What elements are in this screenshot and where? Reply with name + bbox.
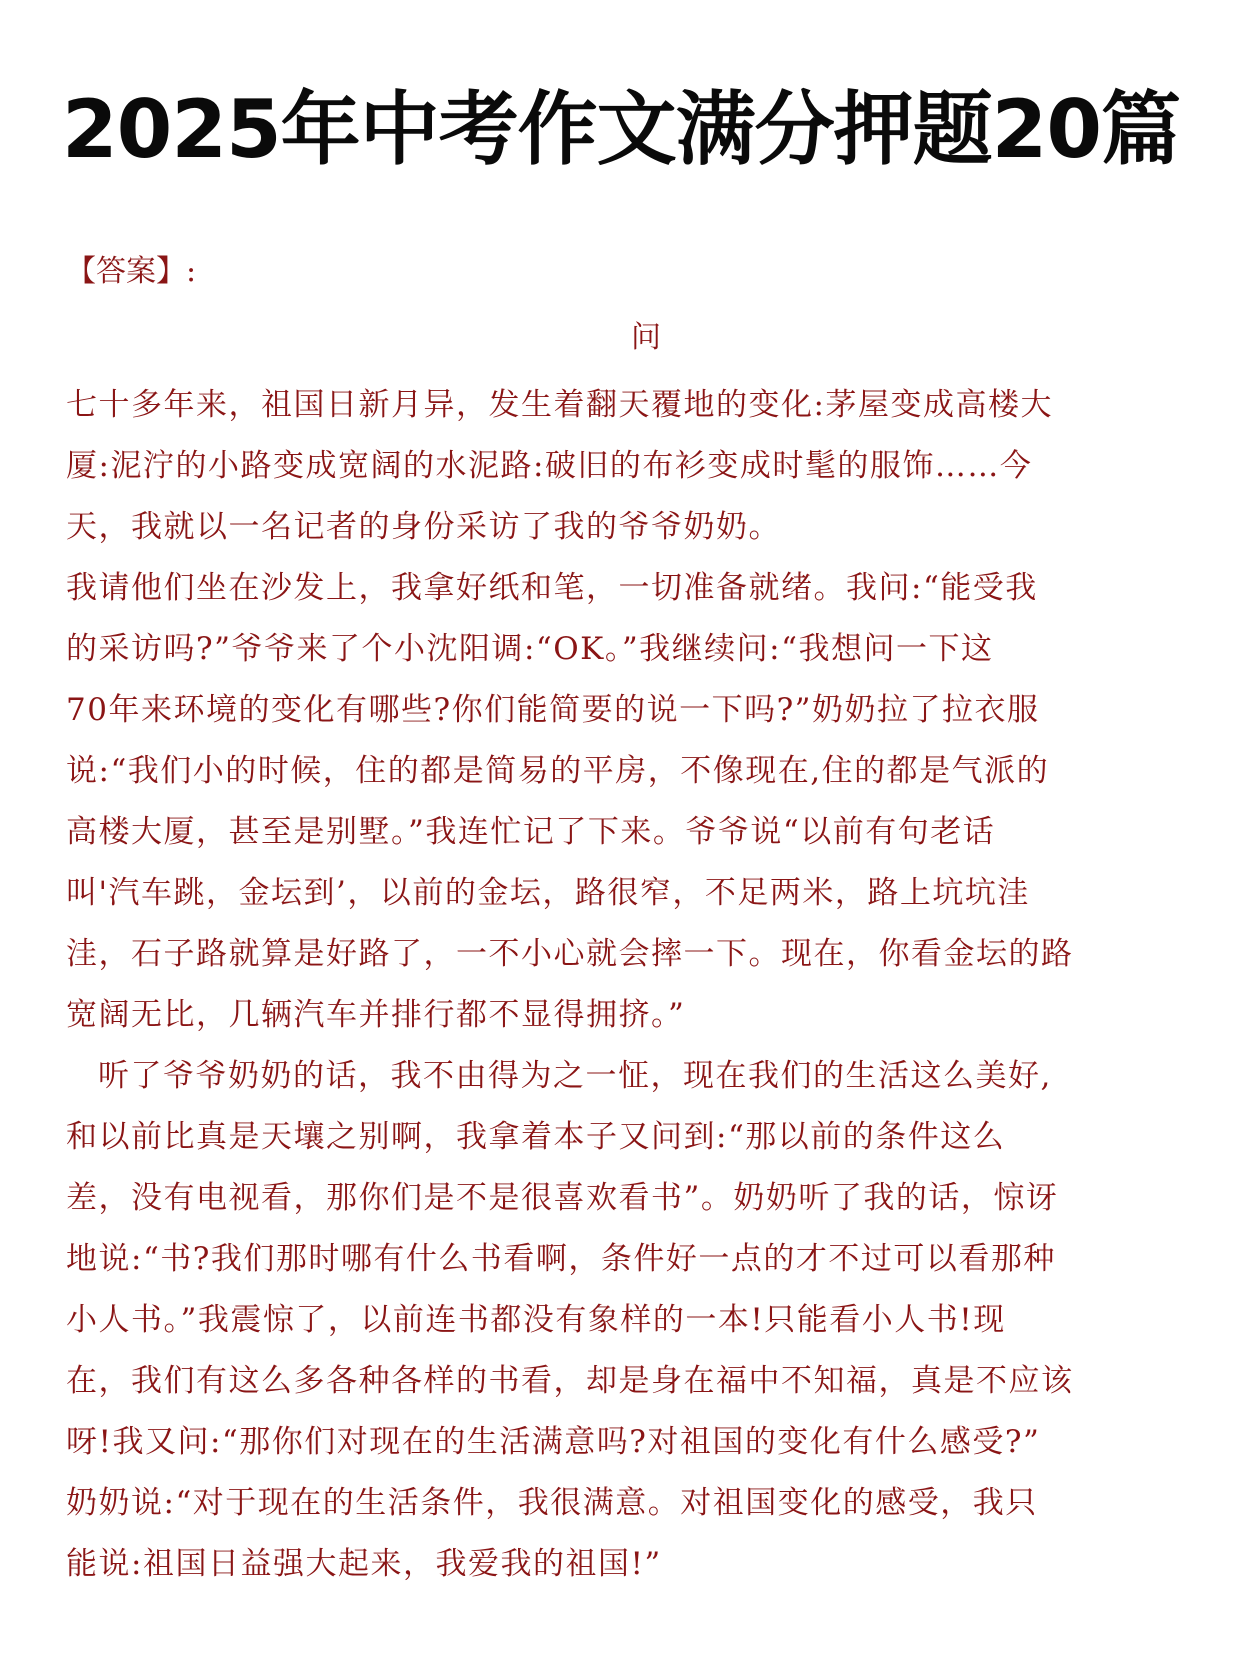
essay-line: 呀!我又问:“那你们对现在的生活满意吗?对祖国的变化有什么感受?” [66, 1424, 1041, 1460]
essay-line: 差，没有电视看，那你们是不是很喜欢看书”。奶奶听了我的话，惊讶 [66, 1180, 1059, 1216]
essay-line: 叫'汽车跳，金坛到’，以前的金坛，路很窄，不足两米，路上坑坑洼 [66, 875, 1030, 911]
essay-line: 宽阔无比，几辆汽车并排行都不显得拥挤。” [66, 997, 686, 1033]
essay-line: 说:“我们小的时候，住的都是简易的平房，不像现在,住的都是气派的 [66, 753, 1050, 789]
essay-line: 地说:“书?我们那时哪有什么书看啊，条件好一点的才不过可以看那种 [66, 1241, 1056, 1277]
essay-line: 七十多年来，祖国日新月异，发生着翻天覆地的变化:茅屋变成高楼大 [66, 387, 1053, 423]
essay-line: 能说:祖国日益强大起来，我爱我的祖国!” [66, 1546, 662, 1582]
essay-line: 厦:泥泞的小路变成宽阔的水泥路:破旧的布衫变成时髦的服饰……今 [66, 448, 1033, 484]
essay-line: 奶奶说:“对于现在的生活条件，我很满意。对祖国变化的感受，我只 [66, 1485, 1038, 1521]
answer-label: 【答案】: [66, 254, 197, 289]
essay-line: 和以前比真是天壤之别啊，我拿着本子又问到:“那以前的条件这么 [66, 1119, 1006, 1155]
essay-title: 问 [631, 320, 661, 355]
essay-line: 洼，石子路就算是好路了，一不小心就会摔一下。现在，你看金坛的路 [66, 936, 1074, 972]
essay-body [66, 375, 1190, 1595]
page-title: 2025年中考作文满分押题20篇 [62, 83, 1180, 176]
essay-line: 我请他们坐在沙发上，我拿好纸和笔，一切准备就绪。我问:“能受我 [66, 570, 1038, 606]
essay-line: 的采访吗?”爷爷来了个小沈阳调:“OK。”我继续问:“我想问一下这 [66, 631, 994, 667]
essay-line: 天，我就以一名记者的身份采访了我的爷爷奶奶。 [66, 509, 781, 545]
essay-line: 在，我们有这么多各种各样的书看，却是身在福中不知福，真是不应该 [66, 1363, 1074, 1399]
essay-line: 小人书。”我震惊了，以前连书都没有象样的一本!只能看小人书!现 [66, 1302, 1006, 1338]
essay-line: 听了爷爷奶奶的话，我不由得为之一怔，现在我们的生活这么美好, [98, 1058, 1052, 1094]
essay-line: 高楼大厦，甚至是别墅。”我连忙记了下来。爷爷说“以前有句老话 [66, 814, 996, 850]
essay-line: 70年来环境的变化有哪些?你们能简要的说一下吗?”奶奶拉了拉衣服 [66, 692, 1040, 728]
